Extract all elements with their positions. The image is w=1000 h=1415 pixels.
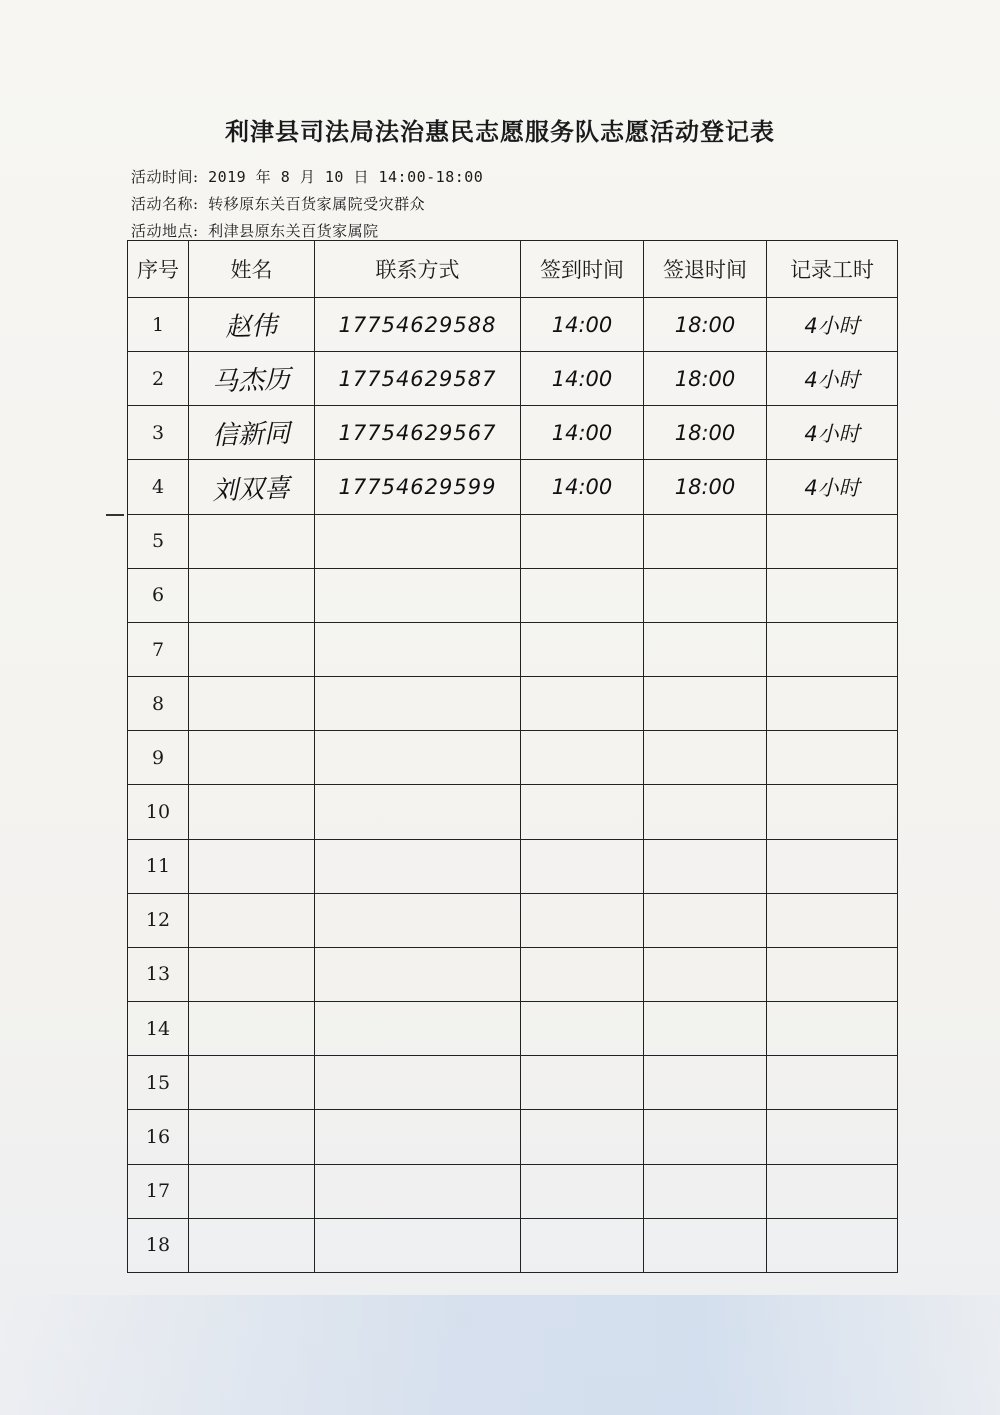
handwritten-in: 14:00 bbox=[551, 475, 613, 500]
handwritten-hours: 4小时 bbox=[804, 367, 860, 392]
cell-hours bbox=[767, 677, 898, 731]
activity-time-line bbox=[131, 166, 483, 187]
cell-contact bbox=[315, 1110, 521, 1164]
table-row bbox=[128, 1110, 898, 1164]
cell-name bbox=[189, 785, 315, 839]
handwritten-phone: 17754629599 bbox=[338, 475, 497, 500]
table-row bbox=[128, 785, 898, 839]
handwritten-in: 14:00 bbox=[551, 366, 613, 391]
cell-hours bbox=[767, 839, 898, 893]
cell-no: 18 bbox=[128, 1218, 189, 1272]
cell-contact bbox=[315, 785, 521, 839]
table-row bbox=[128, 1164, 898, 1218]
cell-sign-in bbox=[521, 731, 644, 785]
table-row bbox=[128, 568, 898, 622]
table-row bbox=[128, 622, 898, 676]
table-row bbox=[128, 947, 898, 1001]
cell-sign-out bbox=[644, 731, 767, 785]
cell-sign-out bbox=[644, 947, 767, 1001]
cell-no: 17 bbox=[128, 1164, 189, 1218]
cell-contact bbox=[315, 677, 521, 731]
cell-sign-out bbox=[644, 1218, 767, 1272]
cell-hours bbox=[767, 1002, 898, 1056]
cell-no: 10 bbox=[128, 785, 189, 839]
cell-hours bbox=[767, 893, 898, 947]
registration-table bbox=[127, 240, 898, 1273]
cell-name bbox=[189, 406, 315, 460]
cell-sign-in bbox=[521, 622, 644, 676]
cell-contact bbox=[315, 622, 521, 676]
cell-sign-in bbox=[521, 1056, 644, 1110]
cell-sign-in bbox=[521, 406, 644, 460]
cell-sign-out bbox=[644, 514, 767, 568]
cell-no: 8 bbox=[128, 677, 189, 731]
table-row bbox=[128, 1218, 898, 1272]
handwritten-name: 刘双喜 bbox=[212, 473, 292, 506]
cell-hours bbox=[767, 460, 898, 514]
cell-sign-out bbox=[644, 352, 767, 406]
cell-name bbox=[189, 298, 315, 352]
cell-sign-in bbox=[521, 677, 644, 731]
cell-contact bbox=[315, 298, 521, 352]
cell-no: 16 bbox=[128, 1110, 189, 1164]
cell-sign-in bbox=[521, 1218, 644, 1272]
activity-time-label: 活动时间: bbox=[131, 168, 199, 186]
table-row bbox=[128, 677, 898, 731]
cell-name bbox=[189, 622, 315, 676]
cell-name bbox=[189, 1002, 315, 1056]
activity-name-line bbox=[131, 193, 425, 214]
cell-sign-in bbox=[521, 1110, 644, 1164]
cell-hours bbox=[767, 568, 898, 622]
cell-sign-out bbox=[644, 785, 767, 839]
cell-contact bbox=[315, 947, 521, 1001]
cell-contact bbox=[315, 1218, 521, 1272]
header-name: 姓名 bbox=[189, 241, 315, 298]
handwritten-name: 信新同 bbox=[212, 419, 292, 452]
cell-sign-out bbox=[644, 1164, 767, 1218]
cell-contact bbox=[315, 406, 521, 460]
cell-sign-in bbox=[521, 893, 644, 947]
cell-sign-out bbox=[644, 622, 767, 676]
cell-contact bbox=[315, 1002, 521, 1056]
table-row bbox=[128, 731, 898, 785]
cell-hours bbox=[767, 1056, 898, 1110]
cell-sign-in bbox=[521, 460, 644, 514]
handwritten-hours: 4小时 bbox=[804, 421, 860, 446]
cell-sign-out bbox=[644, 1002, 767, 1056]
handwritten-phone: 17754629587 bbox=[338, 366, 497, 391]
handwritten-out: 18:00 bbox=[674, 312, 736, 337]
cell-hours bbox=[767, 352, 898, 406]
cell-name bbox=[189, 839, 315, 893]
cell-sign-out bbox=[644, 677, 767, 731]
cell-hours bbox=[767, 731, 898, 785]
cell-name bbox=[189, 677, 315, 731]
cell-sign-out bbox=[644, 1110, 767, 1164]
cell-name bbox=[189, 514, 315, 568]
cell-no: 1 bbox=[128, 298, 189, 352]
cell-contact bbox=[315, 731, 521, 785]
cell-no: 6 bbox=[128, 568, 189, 622]
cell-name bbox=[189, 568, 315, 622]
cell-name bbox=[189, 1218, 315, 1272]
cell-name bbox=[189, 1056, 315, 1110]
cell-no: 14 bbox=[128, 1002, 189, 1056]
cell-no: 15 bbox=[128, 1056, 189, 1110]
handwritten-name: 赵伟 bbox=[225, 311, 279, 343]
table-row bbox=[128, 1002, 898, 1056]
table-row bbox=[128, 839, 898, 893]
cell-contact bbox=[315, 352, 521, 406]
handwritten-out: 18:00 bbox=[674, 420, 736, 445]
cell-hours bbox=[767, 298, 898, 352]
cell-hours bbox=[767, 785, 898, 839]
cell-no: 9 bbox=[128, 731, 189, 785]
handwritten-in: 14:00 bbox=[551, 312, 613, 337]
cell-name bbox=[189, 947, 315, 1001]
activity-place-label: 活动地点: bbox=[131, 222, 199, 240]
cell-name bbox=[189, 731, 315, 785]
cell-name bbox=[189, 1164, 315, 1218]
cell-sign-out bbox=[644, 1056, 767, 1110]
cell-sign-in bbox=[521, 947, 644, 1001]
table-row bbox=[128, 406, 898, 460]
cell-name bbox=[189, 460, 315, 514]
table-row bbox=[128, 514, 898, 568]
cell-no: 7 bbox=[128, 622, 189, 676]
handwritten-phone: 17754629588 bbox=[338, 312, 497, 337]
cell-contact bbox=[315, 514, 521, 568]
cell-sign-in bbox=[521, 352, 644, 406]
header-contact: 联系方式 bbox=[315, 241, 521, 298]
activity-time-value: 2019 年 8 月 10 日 14:00-18:00 bbox=[208, 168, 484, 186]
handwritten-hours: 4小时 bbox=[804, 476, 860, 501]
cell-contact bbox=[315, 1164, 521, 1218]
header-sign-in: 签到时间 bbox=[521, 241, 644, 298]
cell-no: 4 bbox=[128, 460, 189, 514]
cell-no: 2 bbox=[128, 352, 189, 406]
table-row bbox=[128, 460, 898, 514]
cell-sign-out bbox=[644, 568, 767, 622]
cell-sign-in bbox=[521, 785, 644, 839]
header-no: 序号 bbox=[128, 241, 189, 298]
table-row bbox=[128, 1056, 898, 1110]
margin-tick-mark bbox=[106, 514, 124, 516]
cell-hours bbox=[767, 622, 898, 676]
cell-sign-out bbox=[644, 839, 767, 893]
cell-contact bbox=[315, 460, 521, 514]
cell-hours bbox=[767, 406, 898, 460]
cell-name bbox=[189, 352, 315, 406]
cell-sign-out bbox=[644, 406, 767, 460]
cell-hours bbox=[767, 1164, 898, 1218]
header-hours: 记录工时 bbox=[767, 241, 898, 298]
table-header-row bbox=[128, 241, 898, 298]
table-row bbox=[128, 298, 898, 352]
handwritten-hours: 4小时 bbox=[804, 313, 860, 338]
handwritten-out: 18:00 bbox=[674, 475, 736, 500]
handwritten-out: 18:00 bbox=[674, 366, 736, 391]
cell-name bbox=[189, 1110, 315, 1164]
cell-contact bbox=[315, 839, 521, 893]
cell-sign-in bbox=[521, 1002, 644, 1056]
document-title: 利津县司法局法治惠民志愿服务队志愿活动登记表 bbox=[225, 117, 775, 146]
cell-hours bbox=[767, 1110, 898, 1164]
cell-no: 12 bbox=[128, 893, 189, 947]
activity-name-value: 转移原东关百货家属院受灾群众 bbox=[208, 195, 426, 213]
table-row bbox=[128, 352, 898, 406]
handwritten-name: 马杰历 bbox=[212, 364, 292, 398]
cell-sign-in bbox=[521, 839, 644, 893]
cell-contact bbox=[315, 893, 521, 947]
cell-name bbox=[189, 893, 315, 947]
cell-contact bbox=[315, 568, 521, 622]
cell-no: 11 bbox=[128, 839, 189, 893]
cell-sign-in bbox=[521, 1164, 644, 1218]
cell-hours bbox=[767, 947, 898, 1001]
cell-sign-out bbox=[644, 460, 767, 514]
header-sign-out: 签退时间 bbox=[644, 241, 767, 298]
cell-contact bbox=[315, 1056, 521, 1110]
cell-no: 5 bbox=[128, 514, 189, 568]
cell-hours bbox=[767, 1218, 898, 1272]
cell-sign-out bbox=[644, 893, 767, 947]
activity-name-label: 活动名称: bbox=[131, 195, 199, 213]
cell-sign-in bbox=[521, 514, 644, 568]
activity-place-value: 利津县原东关百货家属院 bbox=[208, 222, 379, 240]
cell-no: 3 bbox=[128, 406, 189, 460]
table-row bbox=[128, 893, 898, 947]
cell-no: 13 bbox=[128, 947, 189, 1001]
cell-sign-in bbox=[521, 568, 644, 622]
activity-place-line bbox=[131, 220, 379, 241]
handwritten-in: 14:00 bbox=[551, 420, 613, 445]
handwritten-phone: 17754629567 bbox=[338, 420, 497, 445]
cell-sign-out bbox=[644, 298, 767, 352]
cell-hours bbox=[767, 514, 898, 568]
cell-sign-in bbox=[521, 298, 644, 352]
